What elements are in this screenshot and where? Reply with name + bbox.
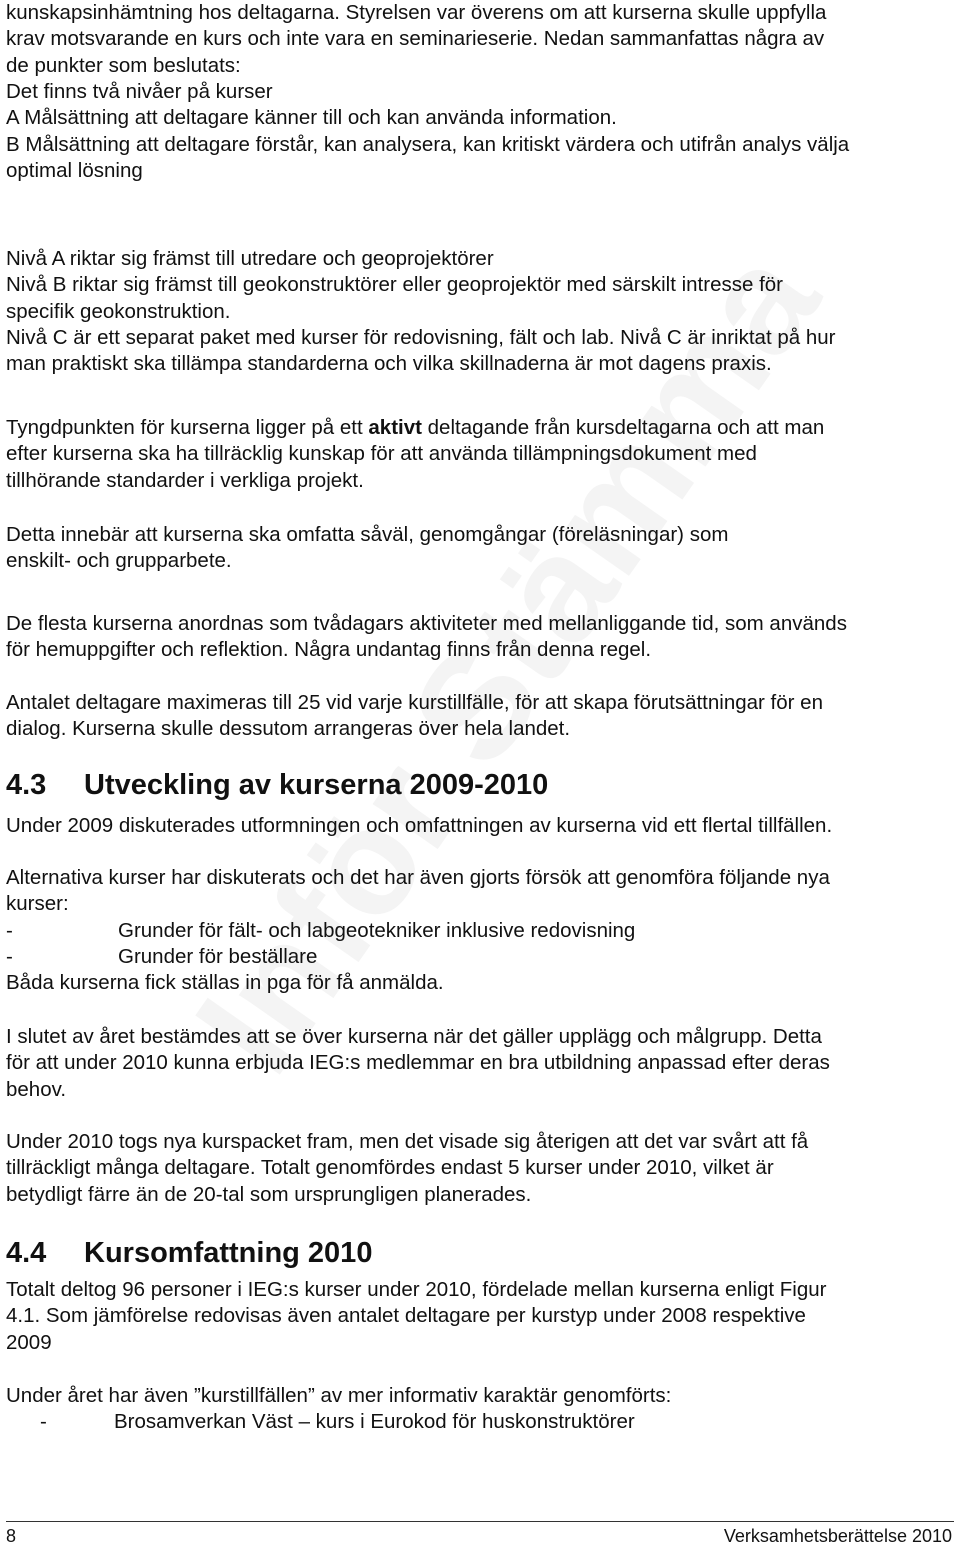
text-run: Tyngdpunkten för kurserna ligger på ett bbox=[6, 416, 369, 439]
text-line: kurser: bbox=[6, 892, 69, 916]
alt-courses-paragraph bbox=[6, 865, 830, 996]
list-item bbox=[6, 918, 830, 944]
emphasis-text: aktivt bbox=[368, 416, 422, 439]
text-line: Totalt deltog 96 personer i IEG:s kurser under 2010, fördelade mellan kurserna enligt Figur bbox=[6, 1278, 827, 1301]
text-line: Detta innebär att kurserna ska omfatta såväl, genomgångar (föreläsningar) som bbox=[6, 523, 729, 546]
text-line: betydligt färre än de 20-tal som ursprungligen planerades. bbox=[6, 1182, 532, 1206]
max-paragraph bbox=[6, 690, 823, 743]
text-line: Nivå C är ett separat paket med kurser för redovisning, fält och lab. Nivå C är inriktat på hur bbox=[6, 325, 836, 349]
text-line: Antalet deltagare maximeras till 25 vid varje kurstillfälle, för att skapa förutsättningar för en bbox=[6, 691, 823, 714]
focus-paragraph bbox=[6, 415, 824, 494]
text-line: tillhörande standarder i verkliga projekt. bbox=[6, 468, 364, 492]
year-2010-paragraph bbox=[6, 1129, 808, 1208]
info-events-paragraph bbox=[6, 1383, 671, 1436]
text-line: efter kurserna ska ha tillräcklig kunskap för att använda tillämpningsdokument med bbox=[6, 442, 757, 466]
targets-paragraph bbox=[6, 246, 835, 377]
text-line: de punkter som beslutats: bbox=[6, 53, 241, 77]
text-line: specifik geokonstruktion. bbox=[6, 299, 231, 323]
section-number: 4.3 bbox=[6, 769, 47, 801]
text-line: Båda kurserna fick ställas in pga för få anmälda. bbox=[6, 971, 444, 995]
text-line: De flesta kurserna anordnas som tvådagars aktiviteter med mellanliggande tid, som används bbox=[6, 612, 847, 635]
text-line: I slutet av året bestämdes att se över kurserna när det gäller upplägg och målgrupp. Detta bbox=[6, 1025, 822, 1048]
text-line: Nivå B riktar sig främst till geokonstruktörer eller geoprojektör med särskilt intresse för bbox=[6, 273, 783, 297]
days-paragraph bbox=[6, 611, 847, 664]
text-line: Under året har även ”kurstillfällen” av mer informativ karaktär genomförts: bbox=[6, 1384, 672, 1407]
intro-paragraph bbox=[6, 0, 826, 79]
text-line bbox=[6, 415, 824, 441]
section-4-3-intro bbox=[6, 813, 832, 839]
text-line: Under 2009 diskuterades utformningen och omfattningen av kurserna vid ett flertal tillfällen. bbox=[6, 814, 833, 837]
list-item bbox=[6, 1409, 671, 1435]
format-paragraph bbox=[6, 522, 728, 575]
section-title: Utveckling av kurserna 2009-2010 bbox=[84, 769, 549, 801]
text-line: för hemuppgifter och reflektion. Några undantag finns från denna regel. bbox=[6, 638, 652, 662]
text-line: optimal lösning bbox=[6, 158, 143, 182]
text-line: 2009 bbox=[6, 1330, 52, 1354]
text-line: för att under 2010 kunna erbjuda IEG:s medlemmar en bra utbildning anpassad efter deras bbox=[6, 1051, 830, 1075]
section-heading-4-4 bbox=[6, 1236, 372, 1270]
text-line: Det finns två nivåer på kurser bbox=[6, 80, 273, 103]
list-item-text: Grunder för fält- och labgeotekniker inklusive redovisning bbox=[118, 918, 636, 942]
review-paragraph bbox=[6, 1024, 830, 1103]
section-heading-4-3 bbox=[6, 768, 548, 802]
text-line: behov. bbox=[6, 1077, 67, 1101]
section-title: Kursomfattning 2010 bbox=[84, 1237, 373, 1269]
text-line: Under 2010 togs nya kurspacket fram, men det visade sig återigen att det var svårt att få bbox=[6, 1130, 809, 1153]
page-number: 8 bbox=[6, 1526, 17, 1546]
bullet-dash: - bbox=[6, 944, 13, 968]
footer-rule bbox=[6, 1521, 954, 1522]
text-line: enskilt- och grupparbete. bbox=[6, 549, 232, 573]
text-line: tillräckligt många deltagare. Totalt genomfördes endast 5 kurser under 2010, vilket är bbox=[6, 1156, 774, 1180]
bullet-dash: - bbox=[40, 1410, 47, 1434]
text-line: man praktiskt ska tillämpa standarderna och vilka skillnaderna är mot dagens praxis. bbox=[6, 352, 772, 376]
text-run: deltagande från kursdeltagarna och att man bbox=[421, 416, 825, 439]
list-item bbox=[6, 944, 830, 970]
text-line: 4.1. Som jämförelse redovisas även antalet deltagare per kurstyp under 2008 respektive bbox=[6, 1304, 806, 1328]
text-line: dialog. Kurserna skulle dessutom arrangeras över hela landet. bbox=[6, 717, 571, 741]
text-line: kunskapsinhämtning hos deltagarna. Styrelsen var överens om att kurserna skulle uppfylla bbox=[6, 1, 827, 24]
list-item-text: Grunder för beställare bbox=[118, 944, 318, 968]
levels-paragraph bbox=[6, 79, 849, 184]
footer-doc-title: Verksamhetsberättelse 2010 bbox=[723, 1526, 952, 1546]
list-item-text: Brosamverkan Väst – kurs i Eurokod för huskonstruktörer bbox=[114, 1410, 635, 1434]
text-line: Nivå A riktar sig främst till utredare och geoprojektörer bbox=[6, 247, 494, 270]
section-number: 4.4 bbox=[6, 1237, 47, 1269]
text-line: krav motsvarande en kurs och inte vara en seminarieserie. Nedan sammanfattas några av bbox=[6, 27, 825, 51]
bullet-dash: - bbox=[6, 918, 13, 942]
text-line: B Målsättning att deltagare förstår, kan analysera, kan kritiskt värdera och utifrån analys välja bbox=[6, 132, 850, 156]
section-4-4-paragraph bbox=[6, 1277, 826, 1356]
text-line: Alternativa kurser har diskuterats och det har även gjorts försök att genomföra följande nya bbox=[6, 866, 830, 889]
text-line: A Målsättning att deltagare känner till och kan använda information. bbox=[6, 106, 617, 130]
